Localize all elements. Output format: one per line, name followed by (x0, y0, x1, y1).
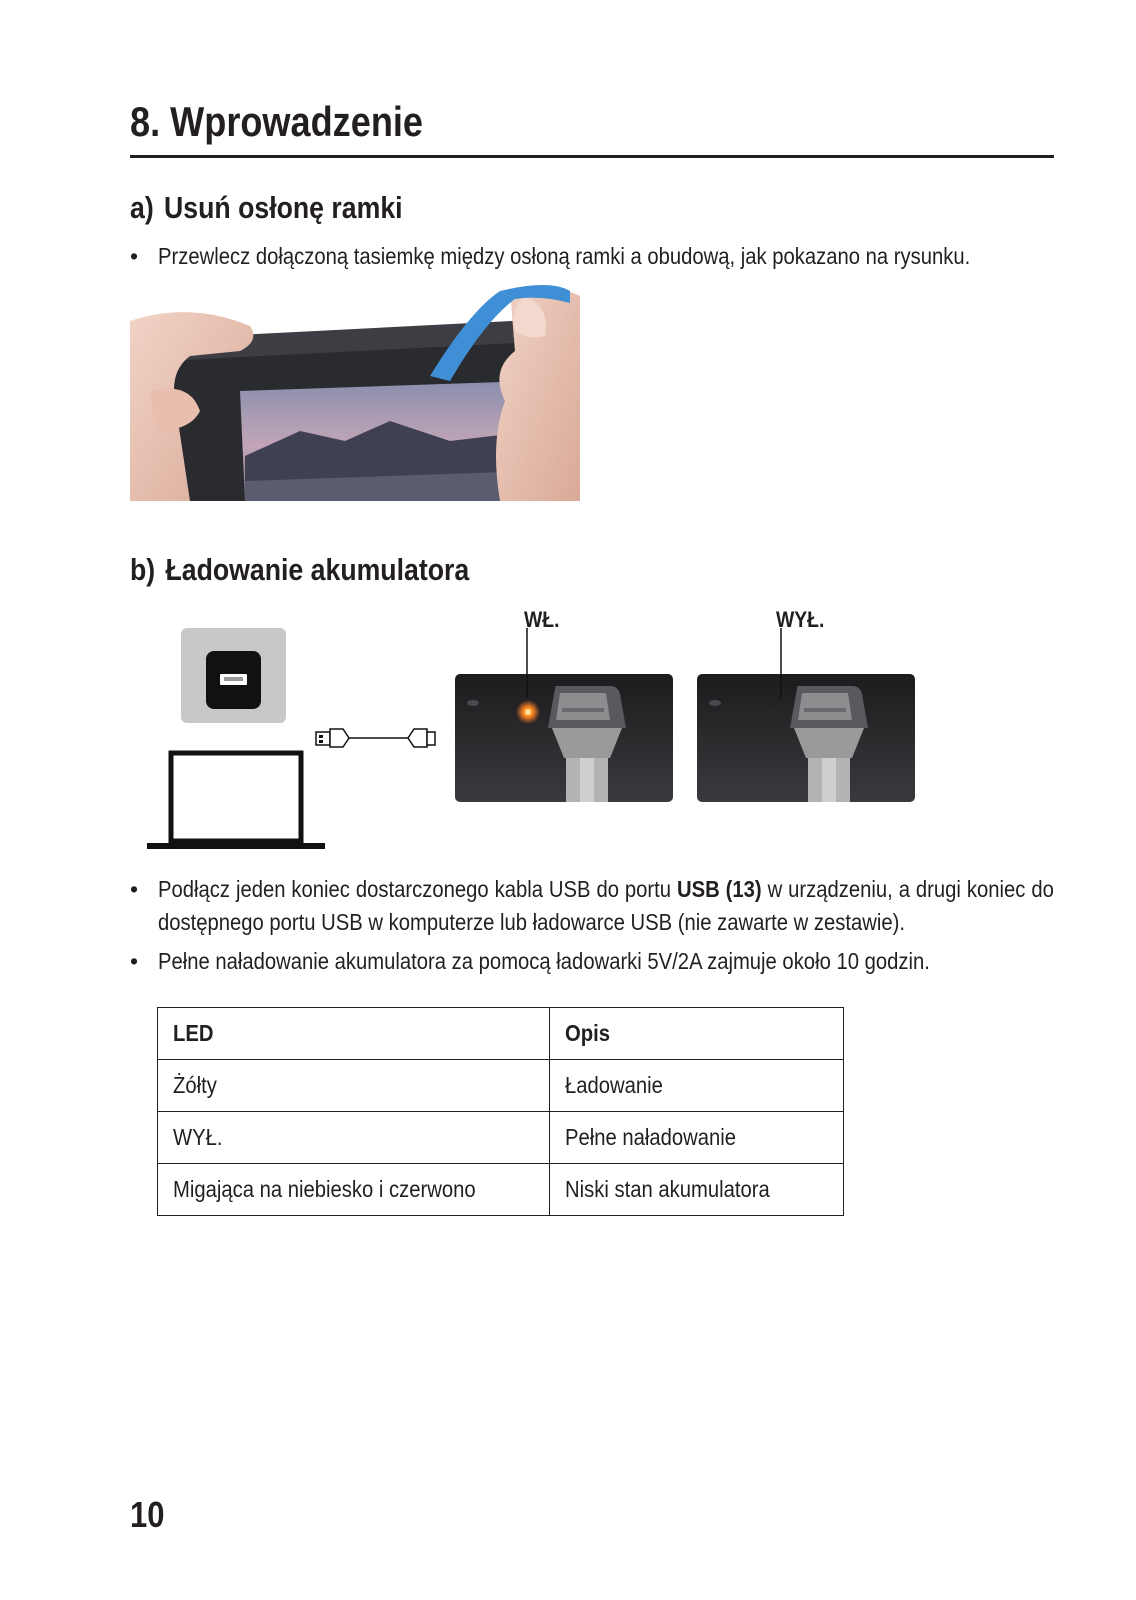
usb-charger-icon (181, 628, 286, 723)
section-a-heading (130, 190, 403, 226)
led-on-label: WŁ. (524, 607, 560, 632)
section-a-label: a) (130, 190, 154, 225)
title-rule (130, 155, 1054, 158)
section-a-bullet (130, 240, 1054, 273)
table-cell: Żółty (158, 1060, 550, 1112)
led-off-label: WYŁ. (776, 607, 825, 632)
section-b-heading (130, 552, 469, 588)
table-cell: Pełne naładowanie (550, 1112, 844, 1164)
table-header-cell: Opis (550, 1008, 844, 1060)
table-cell: Niski stan akumulatora (550, 1164, 844, 1216)
usb-connection-text (158, 873, 1054, 939)
table-cell: WYŁ. (158, 1112, 550, 1164)
charging-time-text: Pełne naładowanie akumulatora za pomocą ładowarki 5V/2A zajmuje około 10 godzin. (158, 948, 930, 974)
table-row (158, 1060, 844, 1112)
table-cell: Migająca na niebiesko i czerwono (158, 1164, 550, 1216)
led-status-table (157, 1007, 844, 1216)
usb-cable-icon (316, 729, 435, 747)
device-port-off-photo (697, 628, 915, 802)
laptop-icon (147, 753, 325, 849)
remove-frame-cover-photo (130, 281, 580, 501)
usb-connection-text-pre: Podłącz jeden koniec dostarczonego kabla USB do portu (158, 876, 677, 902)
device-port-on-photo (455, 628, 673, 802)
page-number: 10 (130, 1494, 165, 1535)
section-a-title: Usuń osłonę ramki (164, 190, 403, 225)
table-row (158, 1164, 844, 1216)
charging-time-bullet (130, 945, 1054, 978)
bullet-marker: • (130, 948, 139, 974)
charging-diagram (140, 628, 940, 858)
usb-connection-bullet (130, 873, 1054, 939)
usb-port-reference: USB (13) (676, 876, 762, 902)
usb-connection-text-post: w urządzeniu, a drugi koniec do dostępnego portu USB w komputerze lub ładowarce USB (nie zawarte w zestawie). (158, 876, 1054, 935)
section-a-bullet-text: Przewlecz dołączoną tasiemkę między osłoną ramki a obudową, jak pokazano na rysunku. (158, 243, 971, 269)
section-b-title: Ładowanie akumulatora (165, 552, 470, 587)
bullet-marker: • (130, 876, 139, 902)
table-header-cell: LED (158, 1008, 550, 1060)
table-cell: Ładowanie (550, 1060, 844, 1112)
table-header-row (158, 1008, 844, 1060)
table-row (158, 1112, 844, 1164)
bullet-marker: • (130, 243, 139, 269)
page-title: 8. Wprowadzenie (130, 98, 424, 145)
section-b-label: b) (130, 552, 156, 587)
